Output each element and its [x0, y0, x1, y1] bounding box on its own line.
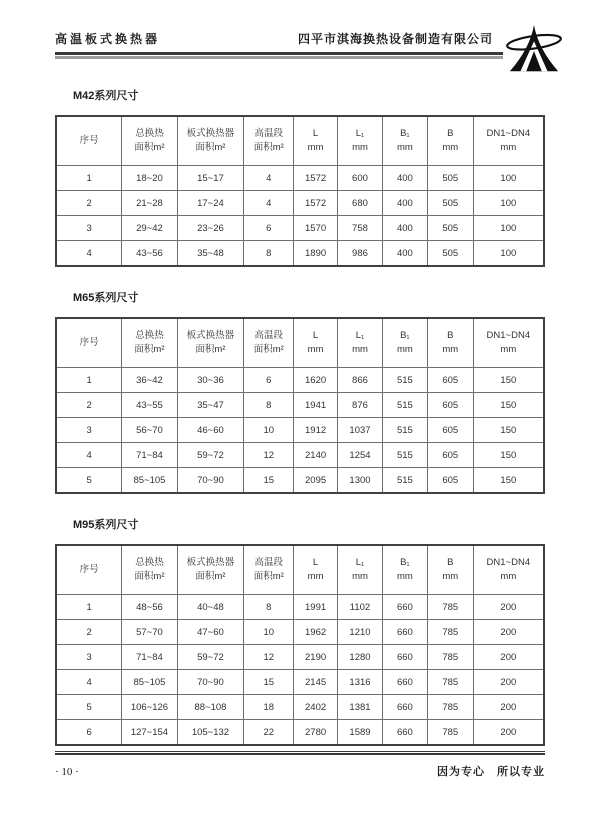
- table-cell: 200: [473, 645, 544, 670]
- dimension-table: [55, 115, 545, 267]
- column-header-line2: 面积m²: [195, 571, 226, 582]
- column-header: [427, 318, 473, 368]
- table-cell: 150: [473, 418, 544, 443]
- document-title: 高温板式换热器: [55, 32, 161, 46]
- column-header-line1: 板式换热器: [186, 128, 235, 139]
- table-header-row: [56, 545, 544, 595]
- page-footer: [55, 751, 545, 779]
- table-row: [56, 418, 544, 443]
- column-header-line1: 序号: [79, 135, 99, 146]
- table-cell: 660: [382, 720, 427, 746]
- table-cell: 6: [244, 368, 294, 393]
- header-rule-gray: [55, 56, 503, 59]
- table-cell: 6: [56, 720, 122, 746]
- column-header-line1: B₁: [400, 330, 410, 341]
- column-header-line2: mm: [396, 571, 413, 582]
- column-header: [427, 116, 473, 166]
- column-header: [473, 116, 544, 166]
- column-header-line2: 面积m²: [134, 571, 165, 582]
- column-header-line2: mm: [396, 344, 413, 355]
- table-cell: 680: [338, 191, 383, 216]
- column-header-line2: mm: [307, 142, 324, 153]
- table-cell: 3: [56, 216, 122, 241]
- table-cell: 3: [56, 645, 122, 670]
- column-header: [244, 116, 294, 166]
- table-cell: 5: [56, 468, 122, 494]
- table-row: [56, 695, 544, 720]
- table-cell: 46~60: [177, 418, 244, 443]
- table-cell: 785: [427, 670, 473, 695]
- table-cell: 600: [338, 166, 383, 191]
- table-cell: 660: [382, 620, 427, 645]
- table-cell: 1991: [294, 595, 338, 620]
- table-row: [56, 241, 544, 267]
- table-cell: 605: [427, 418, 473, 443]
- column-header-line1: B₁: [400, 128, 410, 139]
- section-title: M65系列尺寸: [73, 292, 139, 304]
- table-cell: 18~20: [122, 166, 177, 191]
- column-header-line1: 序号: [79, 337, 99, 348]
- table-cell: 605: [427, 393, 473, 418]
- table-cell: 100: [473, 216, 544, 241]
- table-cell: 43~56: [122, 241, 177, 267]
- table-cell: 59~72: [177, 645, 244, 670]
- footer-row: [55, 763, 545, 779]
- table-cell: 15: [244, 468, 294, 494]
- column-header-line1: B: [447, 128, 454, 139]
- table-cell: 1381: [338, 695, 383, 720]
- header-rule-dark: [55, 52, 503, 55]
- table-cell: 2190: [294, 645, 338, 670]
- column-header-line1: DN1~DN4: [486, 330, 531, 341]
- column-header: [338, 116, 383, 166]
- table-cell: 2140: [294, 443, 338, 468]
- table-cell: 47~60: [177, 620, 244, 645]
- table-cell: 515: [382, 418, 427, 443]
- column-header: [382, 545, 427, 595]
- table-cell: 1962: [294, 620, 338, 645]
- table-cell: 1210: [338, 620, 383, 645]
- table-row: [56, 670, 544, 695]
- table-cell: 1572: [294, 191, 338, 216]
- table-cell: 105~132: [177, 720, 244, 746]
- column-header-line1: L: [312, 128, 319, 139]
- table-cell: 23~26: [177, 216, 244, 241]
- table-cell: 6: [244, 216, 294, 241]
- column-header-line1: L₁: [355, 557, 365, 568]
- table-cell: 71~84: [122, 645, 177, 670]
- column-header-line2: mm: [307, 571, 324, 582]
- table-cell: 660: [382, 695, 427, 720]
- column-header: [122, 318, 177, 368]
- footer-rule-bar: [55, 753, 545, 755]
- column-header-line1: L: [312, 557, 319, 568]
- table-cell: 35~48: [177, 241, 244, 267]
- column-header-line1: L₁: [355, 128, 365, 139]
- table-cell: 40~48: [177, 595, 244, 620]
- column-header-line2: mm: [352, 571, 368, 582]
- footer-slogan: 因为专心 所以专业: [437, 766, 545, 778]
- table-cell: 1941: [294, 393, 338, 418]
- column-header-line2: 面积m²: [253, 344, 284, 355]
- table-cell: 4: [244, 191, 294, 216]
- table-cell: 2145: [294, 670, 338, 695]
- column-header: [177, 116, 244, 166]
- table-cell: 4: [244, 166, 294, 191]
- column-header-line2: 面积m²: [134, 344, 165, 355]
- column-header: [294, 545, 338, 595]
- column-header-line2: mm: [352, 142, 368, 153]
- table-cell: 515: [382, 368, 427, 393]
- column-header-line2: mm: [442, 344, 459, 355]
- column-header: [338, 318, 383, 368]
- table-cell: 1572: [294, 166, 338, 191]
- table-cell: 505: [427, 191, 473, 216]
- table-cell: 85~105: [122, 468, 177, 494]
- table-cell: 515: [382, 468, 427, 494]
- table-cell: 150: [473, 393, 544, 418]
- column-header-line2: mm: [352, 344, 368, 355]
- table-cell: 8: [244, 241, 294, 267]
- table-header-row: [56, 318, 544, 368]
- column-header: [338, 545, 383, 595]
- table-cell: 200: [473, 695, 544, 720]
- column-header-line2: mm: [500, 571, 517, 582]
- table-cell: 22: [244, 720, 294, 746]
- column-header: [473, 545, 544, 595]
- table-cell: 515: [382, 393, 427, 418]
- column-header: [382, 318, 427, 368]
- table-cell: 36~42: [122, 368, 177, 393]
- table-cell: 21~28: [122, 191, 177, 216]
- table-cell: 758: [338, 216, 383, 241]
- table-cell: 400: [382, 166, 427, 191]
- column-header: [56, 318, 122, 368]
- column-header: [56, 545, 122, 595]
- column-header-line2: 面积m²: [134, 142, 165, 153]
- table-cell: 2095: [294, 468, 338, 494]
- column-header-line1: 总换热: [135, 330, 164, 341]
- table-cell: 1316: [338, 670, 383, 695]
- table-cell: 10: [244, 418, 294, 443]
- table-cell: 4: [56, 241, 122, 267]
- table-cell: 866: [338, 368, 383, 393]
- table-cell: 400: [382, 216, 427, 241]
- table-cell: 1: [56, 595, 122, 620]
- series-section: [55, 516, 545, 746]
- table-cell: 2402: [294, 695, 338, 720]
- column-header-line2: mm: [442, 142, 459, 153]
- table-cell: 1102: [338, 595, 383, 620]
- table-cell: 12: [244, 443, 294, 468]
- table-cell: 8: [244, 595, 294, 620]
- column-header: [122, 545, 177, 595]
- table-cell: 150: [473, 468, 544, 494]
- column-header: [177, 545, 244, 595]
- table-cell: 100: [473, 166, 544, 191]
- column-header: [294, 116, 338, 166]
- table-cell: 57~70: [122, 620, 177, 645]
- table-row: [56, 216, 544, 241]
- table-cell: 1: [56, 368, 122, 393]
- column-header-line1: 高温段: [254, 330, 283, 341]
- table-cell: 4: [56, 670, 122, 695]
- table-cell: 515: [382, 443, 427, 468]
- company-name: 四平市淇海换热设备制造有限公司: [297, 32, 493, 46]
- column-header-line1: 板式换热器: [186, 330, 235, 341]
- table-cell: 35~47: [177, 393, 244, 418]
- page-header: [55, 30, 545, 59]
- table-cell: 785: [427, 595, 473, 620]
- column-header: [427, 545, 473, 595]
- column-header-line2: mm: [500, 142, 517, 153]
- column-header-line2: mm: [442, 571, 459, 582]
- table-cell: 400: [382, 241, 427, 267]
- table-cell: 2: [56, 191, 122, 216]
- column-header-line1: 总换热: [135, 128, 164, 139]
- table-row: [56, 368, 544, 393]
- section-title: M95系列尺寸: [73, 519, 139, 531]
- column-header-line1: B: [447, 330, 454, 341]
- column-header: [56, 116, 122, 166]
- column-header: [177, 318, 244, 368]
- column-header-line2: mm: [500, 344, 517, 355]
- table-cell: 200: [473, 620, 544, 645]
- table-cell: 785: [427, 645, 473, 670]
- table-cell: 70~90: [177, 670, 244, 695]
- table-row: [56, 191, 544, 216]
- table-cell: 605: [427, 443, 473, 468]
- table-cell: 1280: [338, 645, 383, 670]
- table-cell: 127~154: [122, 720, 177, 746]
- table-cell: 3: [56, 418, 122, 443]
- table-row: [56, 443, 544, 468]
- table-cell: 1: [56, 166, 122, 191]
- column-header-line1: B: [447, 557, 454, 568]
- table-row: [56, 645, 544, 670]
- page-number: · 10 ·: [55, 766, 79, 778]
- table-cell: 505: [427, 241, 473, 267]
- table-cell: 5: [56, 695, 122, 720]
- column-header-line1: 板式换热器: [186, 557, 235, 568]
- table-cell: 200: [473, 720, 544, 746]
- table-cell: 605: [427, 468, 473, 494]
- column-header-line2: 面积m²: [195, 344, 226, 355]
- column-header-line2: 面积m²: [195, 142, 226, 153]
- table-row: [56, 595, 544, 620]
- table-cell: 4: [56, 443, 122, 468]
- table-cell: 1300: [338, 468, 383, 494]
- table-cell: 48~56: [122, 595, 177, 620]
- table-cell: 15: [244, 670, 294, 695]
- column-header-line2: 面积m²: [253, 142, 284, 153]
- content-area: [55, 59, 545, 746]
- table-cell: 100: [473, 241, 544, 267]
- table-cell: 505: [427, 166, 473, 191]
- table-cell: 71~84: [122, 443, 177, 468]
- column-header: [122, 116, 177, 166]
- table-cell: 8: [244, 393, 294, 418]
- column-header-line1: L₁: [355, 330, 365, 341]
- section-title: M42系列尺寸: [73, 90, 139, 102]
- column-header: [473, 318, 544, 368]
- table-cell: 106~126: [122, 695, 177, 720]
- table-cell: 85~105: [122, 670, 177, 695]
- column-header: [382, 116, 427, 166]
- table-cell: 15~17: [177, 166, 244, 191]
- table-cell: 17~24: [177, 191, 244, 216]
- table-cell: 505: [427, 216, 473, 241]
- table-cell: 88~108: [177, 695, 244, 720]
- column-header-line1: L: [312, 330, 319, 341]
- table-cell: 785: [427, 720, 473, 746]
- table-cell: 2780: [294, 720, 338, 746]
- table-cell: 1620: [294, 368, 338, 393]
- table-cell: 876: [338, 393, 383, 418]
- table-cell: 150: [473, 443, 544, 468]
- table-cell: 2: [56, 393, 122, 418]
- dimension-table: [55, 544, 545, 746]
- table-cell: 2: [56, 620, 122, 645]
- table-cell: 1037: [338, 418, 383, 443]
- column-header-line2: 面积m²: [253, 571, 284, 582]
- column-header-line2: mm: [396, 142, 413, 153]
- table-cell: 660: [382, 595, 427, 620]
- table-cell: 70~90: [177, 468, 244, 494]
- table-cell: 29~42: [122, 216, 177, 241]
- table-row: [56, 620, 544, 645]
- table-cell: 986: [338, 241, 383, 267]
- column-header-line2: mm: [307, 344, 324, 355]
- table-row: [56, 720, 544, 746]
- table-cell: 1570: [294, 216, 338, 241]
- footer-rule: [55, 751, 545, 755]
- table-cell: 56~70: [122, 418, 177, 443]
- header-row: [55, 30, 545, 47]
- column-header: [294, 318, 338, 368]
- table-cell: 30~36: [177, 368, 244, 393]
- table-cell: 200: [473, 670, 544, 695]
- column-header: [244, 318, 294, 368]
- column-header-line1: B₁: [400, 557, 410, 568]
- table-cell: 660: [382, 645, 427, 670]
- table-cell: 1589: [338, 720, 383, 746]
- table-cell: 785: [427, 620, 473, 645]
- table-cell: 605: [427, 368, 473, 393]
- column-header: [244, 545, 294, 595]
- table-row: [56, 393, 544, 418]
- column-header-line1: 高温段: [254, 557, 283, 568]
- column-header-line1: 高温段: [254, 128, 283, 139]
- company-logo-icon: [505, 22, 563, 78]
- table-cell: 59~72: [177, 443, 244, 468]
- column-header-line1: DN1~DN4: [486, 128, 531, 139]
- table-cell: 400: [382, 191, 427, 216]
- series-section: [55, 289, 545, 494]
- dimension-table: [55, 317, 545, 494]
- table-cell: 200: [473, 595, 544, 620]
- header-rule: [55, 52, 503, 59]
- table-cell: 100: [473, 191, 544, 216]
- table-cell: 18: [244, 695, 294, 720]
- table-cell: 10: [244, 620, 294, 645]
- table-header-row: [56, 116, 544, 166]
- column-header-line1: 总换热: [135, 557, 164, 568]
- table-row: [56, 166, 544, 191]
- column-header-line1: DN1~DN4: [486, 557, 531, 568]
- table-cell: 1254: [338, 443, 383, 468]
- table-cell: 1890: [294, 241, 338, 267]
- table-cell: 1912: [294, 418, 338, 443]
- table-cell: 12: [244, 645, 294, 670]
- table-cell: 785: [427, 695, 473, 720]
- series-section: [55, 87, 545, 267]
- table-cell: 150: [473, 368, 544, 393]
- table-cell: 660: [382, 670, 427, 695]
- table-row: [56, 468, 544, 494]
- column-header-line1: 序号: [79, 564, 99, 575]
- table-cell: 43~55: [122, 393, 177, 418]
